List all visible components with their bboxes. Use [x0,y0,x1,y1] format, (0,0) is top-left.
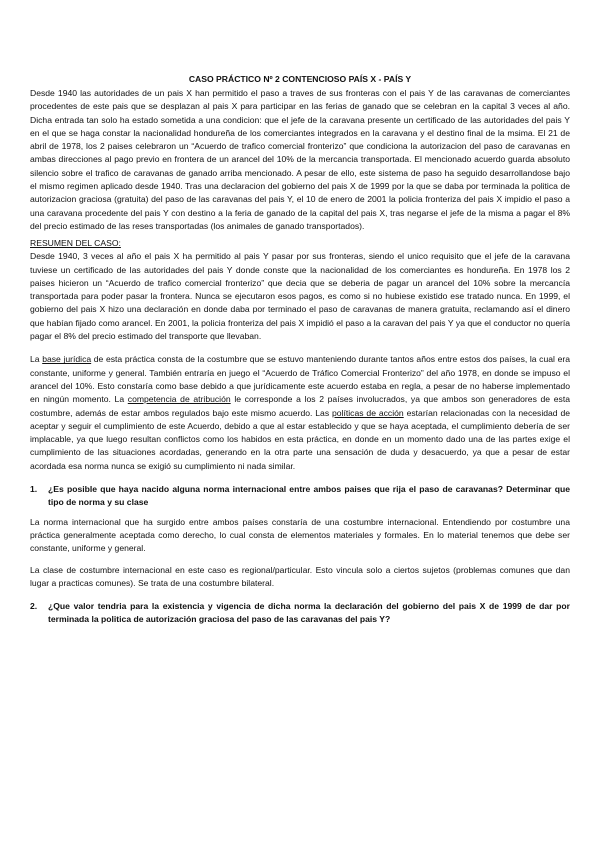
analysis-text: le corresponde a los 2 países involucrados, ya que ambos son generadores de esta costumbre, además de estar ambos regulados bajo este mismo acuerdo. Las [30,394,570,418]
answer-paragraph: La clase de costumbre internacional en este caso es regional/particular. Esto vincula solo a ciertos sujetos (problemas comunes que dan lugar a practicas comunes). Se trata de una costumbre bilateral. [30,564,570,588]
summary-paragraph: Desde 1940, 3 veces al año el pais X ha permitido al pais Y pasar por sus fronteras, siendo el unico requisito que el jefe de la caravana tuviese un certificado de las autoridades del pais Y donde conste que la nacionalidad de los comerciantes es hondureña. En 1978 los 2 paises hicieron un “Acuerdo de trafico comercial fronterizo” que decia que se deberia de pagar un arancel del 10% sobre la mercancía transportada para poder pasar la frontera. Nunca se ejecutaron esos pagos, es como si no hubiese existido ese tratado nunca. En 1999, el gobierno del pais X hizo una declaración en donde daba por terminado el paso de caravanas de manera gratuita, reclamando así el dinero que habían fijado como arancel. En 2001, la policia fronteriza del pais X impidió el paso a la caravan del pais Y ya que el conductor no quería pagar el 8% del precio estimado del transporte que llevaban. [30,251,570,342]
term-base-juridica: base jurídica [42,354,92,365]
question-text: ¿Que valor tendria para la existencia y vigencia de dicha norma la declaración del gobierno del pais X de 1999 de dar por terminada la politica de autorización graciosa del paso de las caravanas del pais Y? [48,601,570,625]
analysis-text: La [30,354,43,365]
intro-paragraph: Desde 1940 las autoridades de un pais X han permitido el paso a traves de sus fronteras con el pais Y de las caravanas de comerciantes procedentes de este pais que se desplazan al pais X para participar en las ferias de ganado que se celebran en la capital 3 veces al año. Dicha entrada tan solo ha estado sometida a una condicion: que el jefe de la caravana presente un certificado de las autoridades del pais Y en el que se haga constar la nacionalidad hondureña de los comerciantes integrados en la caravana y el destino final de la msima. El 21 de abril de 1978, los 2 paises celebraron un “Acuerdo de trafico comercial fronterizo” que condiciona la autorizacion del paso de caravanas en ambas direcciones al pago previo en frontera de un arancel del 10% de la mercancia transportada. El mencionado acuerdo guarda absoluto silencio sobre el trafico de caravanas de ganado arriba mencionado. A pesar de ello, este sistema de paso ha seguido desarrollandose bajo el mismo regimen aplicado desde 1940. Tras una declaracion del gobierno del pais X de 1999 por la que se daba por terminada la politica de autorizacion graciosa (gratuita) del paso de las caravanas del pais Y, el 10 de enero de 2001 la policia fronteriza del pais X impidio el paso a una caravana procedente del pais Y con destino a la feria de ganado de la capital del pais X, tras negarse el jefe de la misma a pagar el 8% del precio estimado de las reses transportadas (los animales de ganado transportados). [30,88,570,231]
question-item [30,600,570,627]
question-1 [30,483,570,510]
page-title: CASO PRÁCTICO Nº 2 CONTENCIOSO PAÍS X - PAÍS Y [188,74,412,84]
analysis-text: estarían relacionadas con la necesidad de aceptar y seguir el cumplimiento de este Acuerdo, debido a que al estar establecido y que se haya aceptada, el cumplimiento debería de ser implacable, ya que luego resultan conflictos como los habidos en esta práctica, en donde en un momento dado una de las partes exige el cumplimiento de las situaciones acordadas, generando en la otra parte una sensación de duda y desacuerdo, ya que a pesar de estar acordada esa norma nunca se exigió su cumplimiento ni nada similar. [30,407,571,471]
question-number: 1. [30,484,38,495]
question-item [30,483,570,590]
summary-heading: RESUMEN DEL CASO: [30,238,121,249]
question-text: ¿Es posible que haya nacido alguna norma internacional entre ambos paises que rija el paso de caravanas? Determinar que tipo de norma y su clase [48,484,570,508]
analysis-paragraph [30,353,570,473]
question-list [30,483,570,627]
spacer [30,556,570,564]
analysis-text: de esta práctica consta de la costumbre que se estuvo manteniendo durante tantos años entre estos dos países, la cual era constante, uniforme y general. También entraría en juego el “Acuerdo de Tráfico Comercial Fronterizo” del año 1978, en donde se impuso el arancel del 10%. Esto constaría como base debido a que jurídicamente este acuerdo estaba en regla, a pesar de no haberse implementado en ningún momento. La [30,354,570,405]
term-politicas-accion: políticas de acción [332,407,404,418]
question-2 [30,600,570,627]
spacer [30,343,570,353]
term-competencia-atribucion: competencia de atribución [127,394,231,405]
question-number: 2. [30,601,38,612]
answer-paragraph: La norma internacional que ha surgido entre ambos países constaría de una costumbre internacional. Entendiendo por costumbre una práctica generalmente aceptada como derecho, lo cual consta de elementos materiales y formales. En lo material tenemos que debe ser constante, uniforme y general. [30,516,570,554]
